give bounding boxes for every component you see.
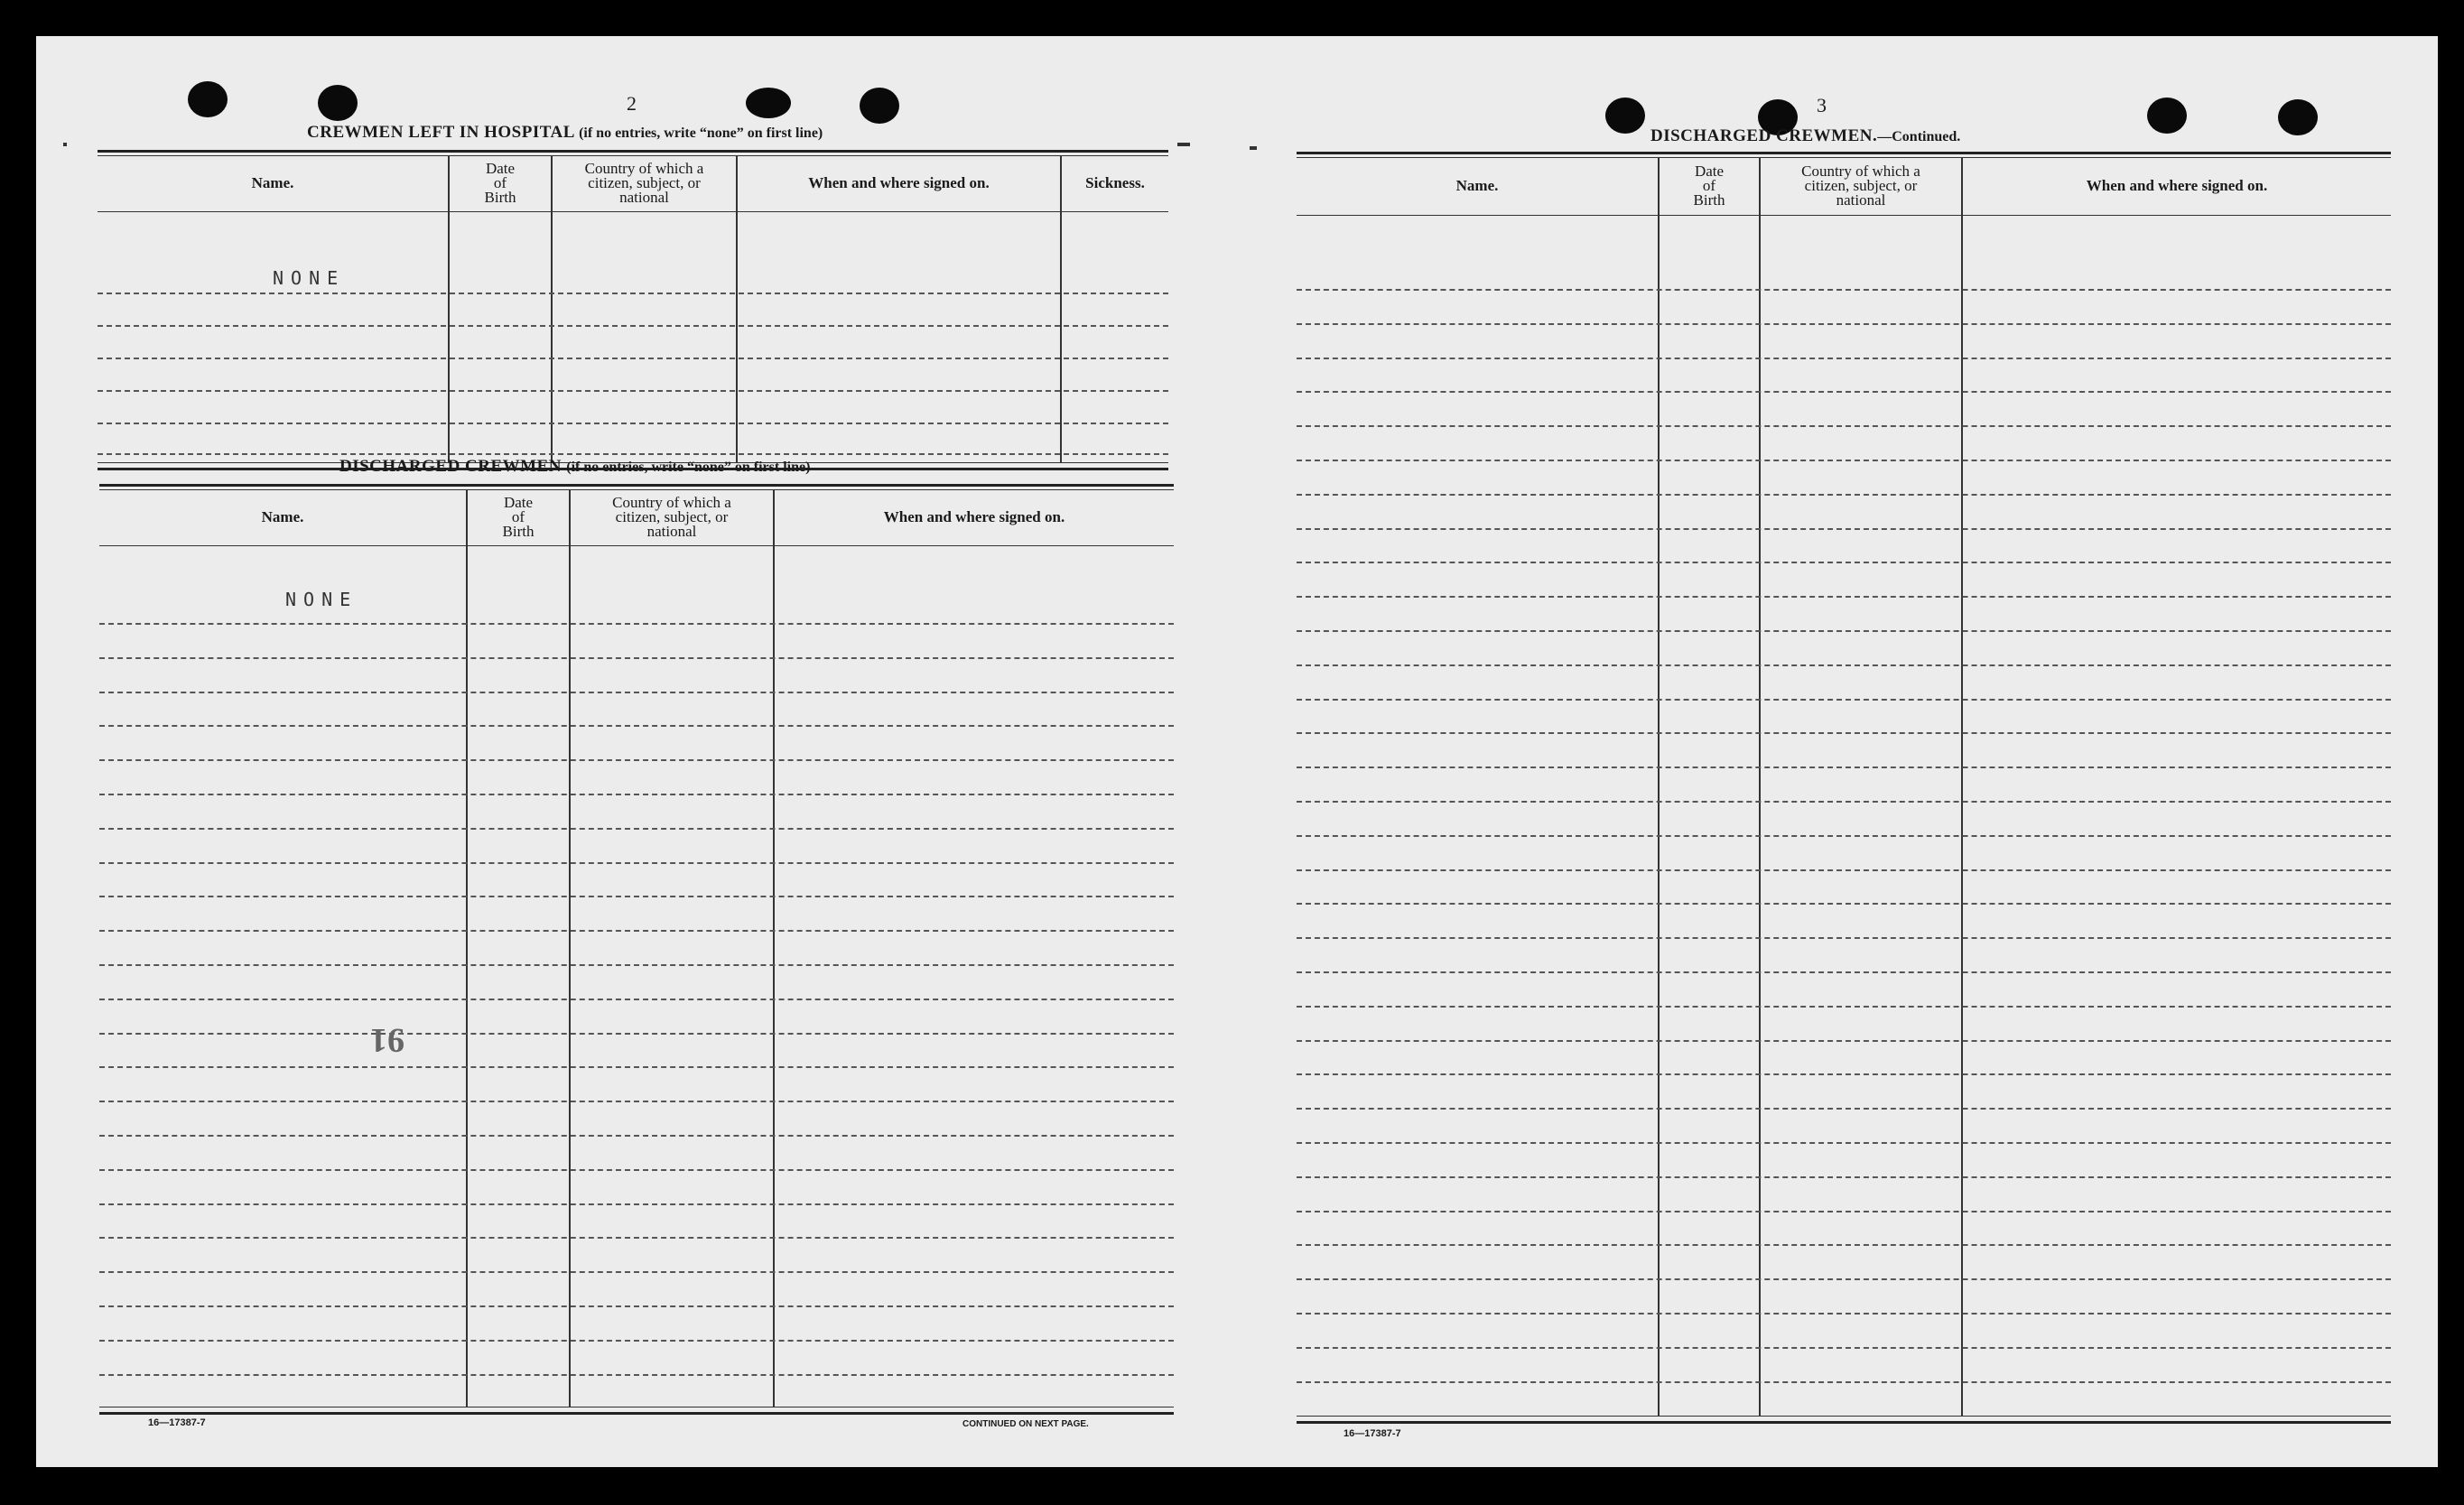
entry-line xyxy=(99,1305,1174,1307)
column-header-dob: Date of Birth xyxy=(1693,163,1725,209)
page-number: 2 xyxy=(627,92,637,115)
entry-line xyxy=(99,999,1174,1000)
discharged-section-title xyxy=(339,457,810,477)
entry-line xyxy=(1297,596,2391,598)
entry-line xyxy=(99,1271,1174,1273)
entry-line xyxy=(99,964,1174,966)
entry-line xyxy=(99,828,1174,830)
entry-line xyxy=(1297,358,2391,359)
speck xyxy=(1250,146,1257,150)
entry-line xyxy=(1297,1381,2391,1383)
table-rule xyxy=(98,211,1168,212)
entry-line xyxy=(98,423,1168,424)
column-header-signed-on: When and where signed on. xyxy=(808,174,990,191)
hospital-title-note: (if no entries, write “none” on first line) xyxy=(579,125,823,141)
entry-line xyxy=(98,453,1168,455)
column-header-name: Name. xyxy=(251,174,294,191)
entry-line xyxy=(99,759,1174,761)
entry-line xyxy=(1297,1006,2391,1008)
entry-line xyxy=(99,1169,1174,1171)
column-divider xyxy=(569,489,571,1407)
entry-line xyxy=(98,325,1168,327)
column-header-country: Country of which a citizen, subject, or national xyxy=(1801,163,1920,209)
table-rule xyxy=(99,1412,1174,1415)
entry-line xyxy=(99,794,1174,795)
entry-line xyxy=(1297,699,2391,701)
entry-line xyxy=(1297,425,2391,427)
document-sheet xyxy=(36,36,2438,1467)
entry-line xyxy=(1297,766,2391,768)
entry-line xyxy=(1297,732,2391,734)
entry-line xyxy=(99,930,1174,932)
hospital-first-entry: NONE xyxy=(273,267,346,289)
entry-line xyxy=(99,1374,1174,1376)
form-number: 16—17387-7 xyxy=(148,1417,206,1428)
entry-line xyxy=(99,896,1174,897)
entry-line xyxy=(1297,1176,2391,1178)
table-rule xyxy=(1297,215,2391,216)
entry-line xyxy=(1297,1073,2391,1075)
entry-line xyxy=(99,692,1174,693)
right-title-suffix: —Continued. xyxy=(1877,129,1961,144)
entry-line xyxy=(1297,562,2391,563)
right-title-text: DISCHARGED CREWMEN. xyxy=(1650,126,1878,145)
entry-line xyxy=(1297,1040,2391,1042)
entry-line xyxy=(1297,1142,2391,1144)
entry-line xyxy=(98,358,1168,359)
column-divider xyxy=(1961,157,1963,1416)
punch-hole xyxy=(318,85,358,121)
entry-line xyxy=(1297,801,2391,803)
punch-hole xyxy=(746,88,791,118)
form-number: 16—17387-7 xyxy=(1344,1428,1401,1439)
entry-line xyxy=(1297,1313,2391,1315)
column-header-name: Name. xyxy=(1455,177,1499,194)
entry-line xyxy=(99,1203,1174,1205)
entry-line xyxy=(1297,391,2391,393)
stamp-number: 91 xyxy=(370,1021,404,1059)
column-divider xyxy=(1759,157,1761,1416)
entry-line xyxy=(1297,528,2391,530)
punch-hole xyxy=(2147,98,2187,134)
entry-line xyxy=(99,862,1174,864)
entry-line xyxy=(99,1135,1174,1137)
discharged-title-text: DISCHARGED CREWMEN xyxy=(339,457,562,476)
discharged-title-note: (if no entries, write “none” on first line) xyxy=(566,460,811,475)
entry-line xyxy=(1297,1211,2391,1212)
table-rule xyxy=(1297,1416,2391,1417)
discharged-continued-table xyxy=(1297,152,2391,1426)
column-header-sickness: Sickness. xyxy=(1085,174,1145,191)
column-divider xyxy=(1658,157,1660,1416)
table-rule xyxy=(99,545,1174,546)
table-rule xyxy=(1297,1421,2391,1424)
column-divider xyxy=(773,489,775,1407)
entry-line xyxy=(99,623,1174,625)
punch-hole xyxy=(188,81,228,117)
table-rule xyxy=(98,150,1168,153)
hospital-title-text: CREWMEN LEFT IN HOSPITAL xyxy=(307,123,574,142)
continued-note: CONTINUED ON NEXT PAGE. xyxy=(962,1419,1089,1429)
punch-hole xyxy=(1605,98,1645,134)
punch-hole xyxy=(860,88,899,124)
entry-line xyxy=(98,390,1168,392)
table-rule xyxy=(1297,152,2391,154)
entry-line xyxy=(99,657,1174,659)
column-header-signed-on: When and where signed on. xyxy=(883,508,1065,525)
entry-line xyxy=(1297,494,2391,496)
entry-line xyxy=(1297,664,2391,666)
hospital-section-title xyxy=(307,123,823,143)
entry-line xyxy=(1297,1278,2391,1280)
column-header-dob: Date of Birth xyxy=(484,160,516,206)
page-number: 3 xyxy=(1817,94,1827,116)
entry-line xyxy=(99,1066,1174,1068)
punch-hole xyxy=(2278,99,2318,135)
speck xyxy=(63,143,67,146)
table-rule xyxy=(99,484,1174,487)
entry-line xyxy=(99,725,1174,727)
entry-line xyxy=(1297,630,2391,632)
entry-line xyxy=(99,1033,1174,1035)
hospital-table xyxy=(98,150,1168,472)
entry-line xyxy=(1297,1347,2391,1349)
entry-line xyxy=(1297,1244,2391,1246)
entry-line xyxy=(1297,289,2391,291)
column-header-signed-on: When and where signed on. xyxy=(2086,177,2268,194)
entry-line xyxy=(1297,835,2391,837)
entry-line xyxy=(1297,1108,2391,1110)
entry-line xyxy=(1297,903,2391,905)
entry-line xyxy=(1297,869,2391,871)
column-header-country: Country of which a citizen, subject, or national xyxy=(584,160,704,206)
column-header-name: Name. xyxy=(261,508,304,525)
entry-line xyxy=(99,1101,1174,1102)
column-divider xyxy=(466,489,468,1407)
column-header-dob: Date of Birth xyxy=(502,494,535,540)
speck xyxy=(1177,143,1190,146)
discharged-table xyxy=(99,484,1174,1416)
entry-line xyxy=(99,1237,1174,1239)
entry-line xyxy=(1297,323,2391,325)
entry-line xyxy=(99,1340,1174,1342)
entry-line xyxy=(98,293,1168,294)
entry-line xyxy=(1297,937,2391,939)
column-header-country: Country of which a citizen, subject, or national xyxy=(612,494,731,540)
discharged-first-entry: NONE xyxy=(285,589,358,610)
entry-line xyxy=(1297,971,2391,973)
entry-line xyxy=(1297,460,2391,461)
right-section-title xyxy=(1650,126,1960,146)
